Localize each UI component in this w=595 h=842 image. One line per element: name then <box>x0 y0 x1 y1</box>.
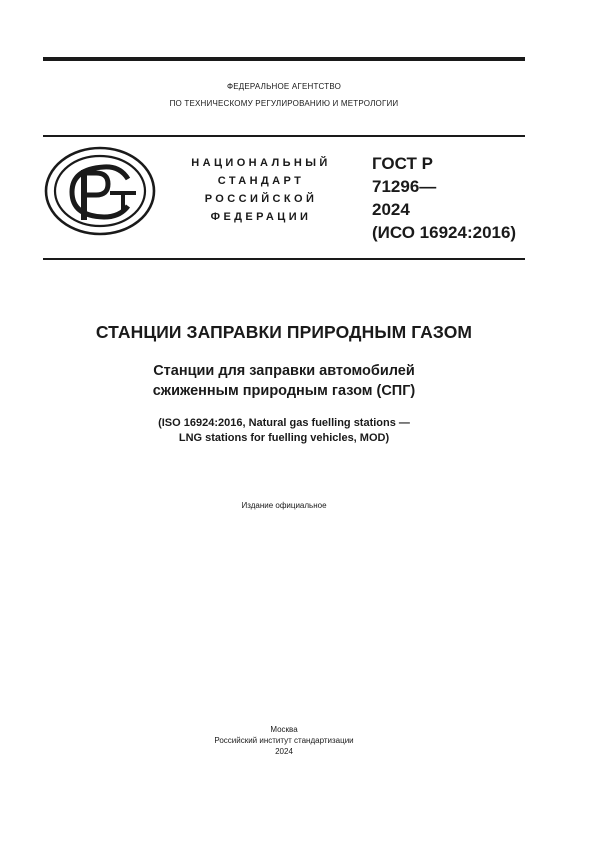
bottom-rule <box>43 258 525 260</box>
rst-logo-icon <box>44 146 156 236</box>
footer-year: 2024 <box>275 747 293 756</box>
designation-line3: 2024 <box>372 200 410 219</box>
iso-reference-line2: LNG stations for fuelling vehicles, MOD) <box>178 432 390 444</box>
standard-type-line2: СТАНДАРТ <box>217 175 305 187</box>
agency-name-line1: ФЕДЕРАЛЬНОЕ АГЕНТСТВО <box>226 82 342 91</box>
designation-line1: ГОСТ Р <box>372 154 433 173</box>
standard-type-block <box>170 154 352 226</box>
standard-type-line1: НАЦИОНАЛЬНЫЙ <box>191 157 331 169</box>
publisher-footer <box>43 724 525 757</box>
middle-rule <box>43 135 525 137</box>
standard-type-line4: ФЕДЕРАЦИИ <box>210 211 312 223</box>
document-subtitle <box>43 361 525 401</box>
subtitle-line2: сжиженным природным газом (СПГ) <box>152 383 416 399</box>
document-title: СТАНЦИИ ЗАПРАВКИ ПРИРОДНЫМ ГАЗОМ <box>95 322 473 342</box>
footer-city: Москва <box>270 725 298 734</box>
iso-reference <box>43 416 525 446</box>
designation-line2: 71296— <box>372 177 437 196</box>
standard-type-line3: РОССИЙСКОЙ <box>204 193 318 205</box>
top-rule <box>43 57 525 61</box>
standard-designation <box>372 152 516 244</box>
edition-note: Издание официальное <box>241 501 327 510</box>
footer-publisher: Российский институт стандартизации <box>214 736 354 745</box>
iso-reference-line1: (ISO 16924:2016, Natural gas fuelling stations — <box>158 417 410 429</box>
agency-name-line2: ПО ТЕХНИЧЕСКОМУ РЕГУЛИРОВАНИЮ И МЕТРОЛОГИИ <box>169 99 399 108</box>
subtitle-line1: Станции для заправки автомобилей <box>153 363 415 379</box>
designation-line4: (ИСО 16924:2016) <box>372 223 517 242</box>
